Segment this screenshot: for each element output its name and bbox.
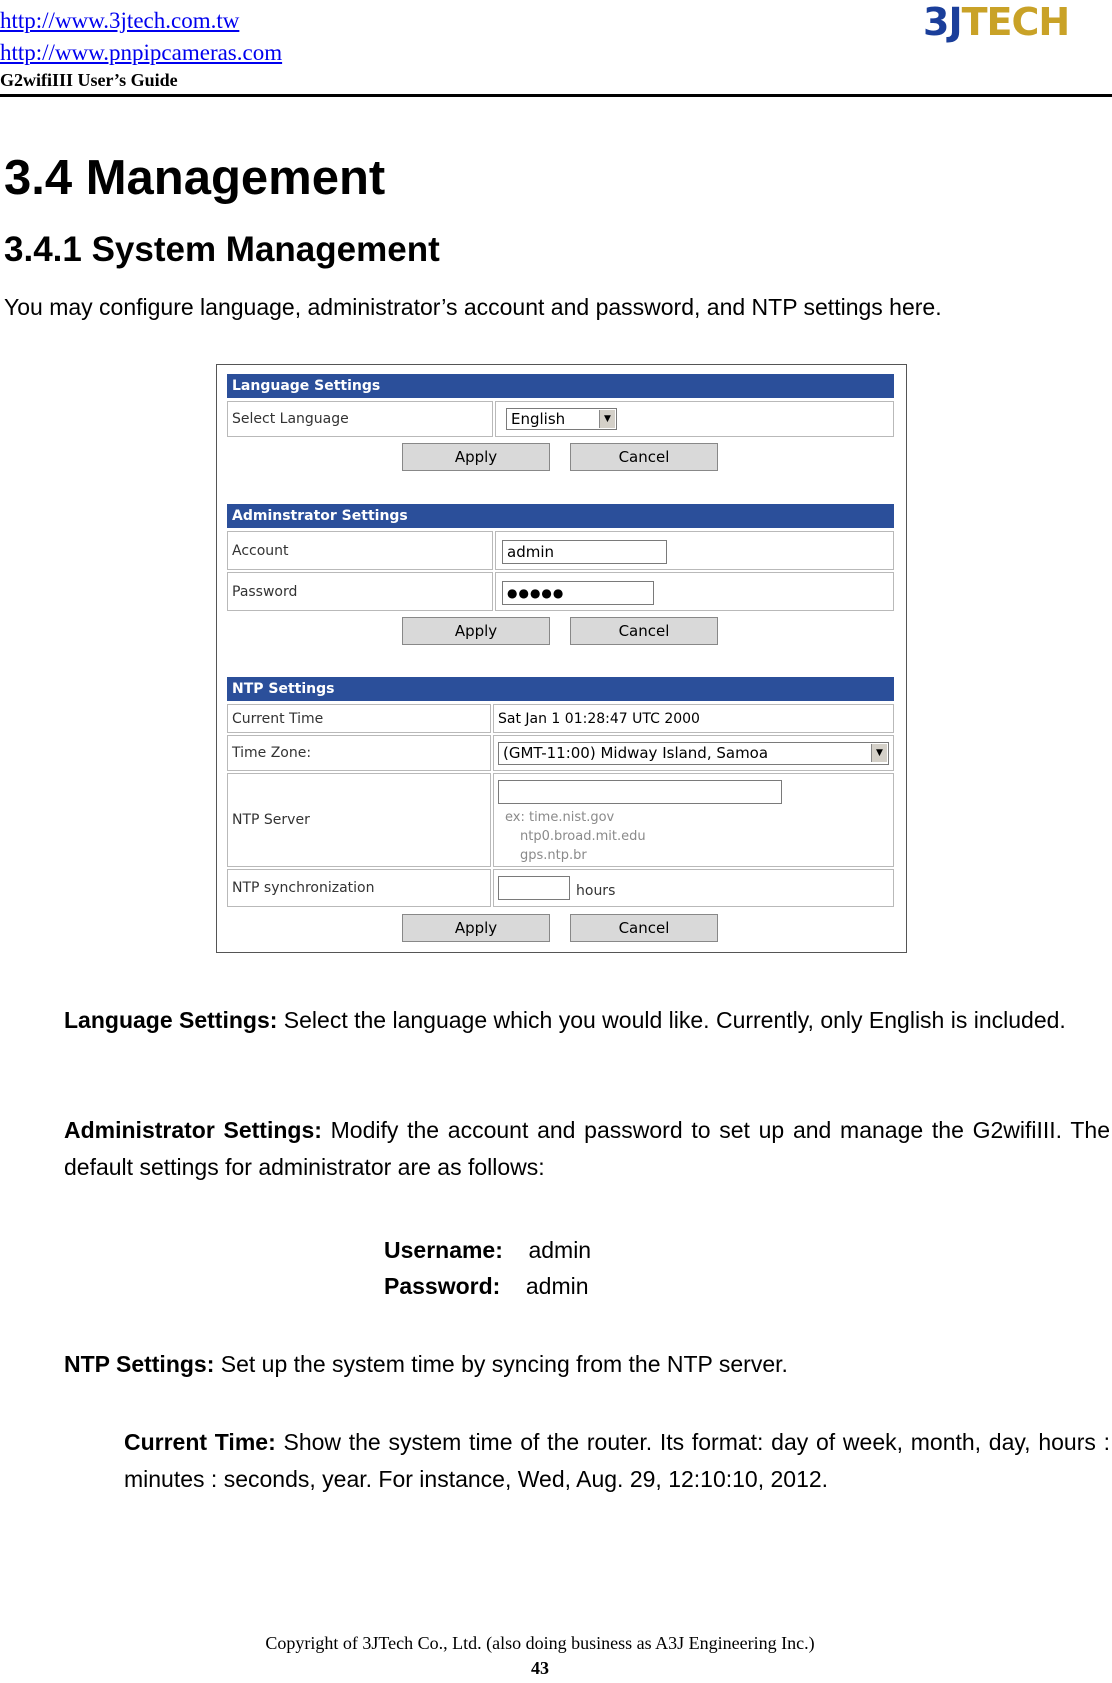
default-password-line (384, 1268, 589, 1305)
ntp-server-example-2: ntp0.broad.mit.edu (520, 829, 646, 844)
time-zone-label: Time Zone: (227, 735, 491, 771)
password-value-text: admin (525, 1273, 589, 1299)
language-select[interactable] (506, 408, 617, 430)
password-label: Password (227, 572, 493, 611)
password-input[interactable]: ●●●●● (502, 581, 654, 605)
time-zone-value-cell (493, 735, 894, 771)
default-username-line (384, 1232, 591, 1269)
time-zone-select[interactable] (498, 742, 889, 765)
admin-apply-button[interactable]: Apply (402, 617, 550, 645)
intro-paragraph: You may configure language, administrator’s account and password, and NTP settings here. (4, 294, 942, 320)
language-settings-paragraph (64, 1002, 1110, 1039)
select-language-label: Select Language (227, 401, 493, 437)
language-cancel-button[interactable]: Cancel (570, 443, 718, 471)
current-time-label: Current Time (227, 704, 491, 733)
language-settings-text: Select the language which you would like. Currently, only English is included. (277, 1007, 1066, 1033)
header-link-3jtech[interactable]: http://www.3jtech.com.tw (0, 8, 240, 33)
ntp-server-input[interactable] (498, 780, 782, 804)
account-input[interactable]: admin (502, 540, 667, 564)
section-heading: 3.4 Management (4, 151, 386, 205)
subsection-heading: 3.4.1 System Management (4, 230, 440, 269)
language-settings-header: Language Settings (227, 374, 894, 398)
time-zone-selected: (GMT-11:00) Midway Island, Samoa (503, 744, 769, 762)
current-time-term: Current Time: (124, 1429, 276, 1455)
chevron-down-icon: ▼ (599, 410, 615, 428)
current-time-paragraph (124, 1424, 1110, 1498)
footer-copyright: Copyright of 3JTech Co., Ltd. (also doing business as A3J Engineering Inc.) (265, 1633, 815, 1653)
admin-settings-paragraph (64, 1112, 1110, 1186)
ntp-apply-button[interactable]: Apply (402, 914, 550, 942)
logo-number: 3J (923, 0, 962, 44)
admin-settings-text: Modify the account and password to set up and manage the G2wifiIII. The default settings for administrator are as follows: (64, 1117, 1110, 1180)
admin-settings-header: Adminstrator Settings (227, 504, 894, 528)
username-label: Username: (384, 1237, 503, 1263)
language-settings-term: Language Settings: (64, 1007, 278, 1033)
language-value-cell (495, 401, 894, 437)
ntp-sync-label: NTP synchronization (227, 869, 491, 907)
password-value-cell (495, 572, 894, 611)
company-logo (923, 0, 1069, 44)
username-value: admin (528, 1237, 592, 1263)
account-label: Account (227, 531, 493, 570)
password-label-text: Password: (384, 1273, 501, 1299)
ntp-settings-text: Set up the system time by syncing from the NTP server. (214, 1351, 788, 1377)
ntp-server-example-3: gps.ntp.br (520, 848, 587, 863)
settings-screenshot (216, 364, 907, 953)
ntp-settings-paragraph (64, 1346, 1110, 1383)
admin-cancel-button[interactable]: Cancel (570, 617, 718, 645)
page-number: 43 (531, 1658, 549, 1678)
chevron-down-icon: ▼ (871, 744, 887, 762)
header-divider (0, 94, 1112, 97)
ntp-settings-term: NTP Settings: (64, 1351, 215, 1377)
language-apply-button[interactable]: Apply (402, 443, 550, 471)
ntp-server-example-1: ex: time.nist.gov (505, 810, 615, 825)
language-selected: English (511, 409, 566, 428)
admin-settings-term: Administrator Settings: (64, 1117, 322, 1143)
ntp-settings-header: NTP Settings (227, 677, 894, 701)
account-value-cell (495, 531, 894, 570)
ntp-cancel-button[interactable]: Cancel (570, 914, 718, 942)
logo-word: TECH (961, 0, 1070, 44)
ntp-sync-unit: hours (576, 883, 616, 899)
ntp-server-value-cell (493, 773, 894, 867)
guide-title: G2wifiIII User’s Guide (0, 70, 178, 90)
ntp-sync-value-cell (493, 869, 894, 907)
ntp-server-label: NTP Server (227, 773, 491, 867)
header-link-pnpipcameras[interactable]: http://www.pnpipcameras.com (0, 40, 283, 65)
current-time-text: Show the system time of the router. Its format: day of week, month, day, hours : minutes : seconds, year. For instance, Wed, Aug. 29, 12:10:10, 2012. (124, 1429, 1110, 1492)
current-time-value: Sat Jan 1 01:28:47 UTC 2000 (493, 704, 894, 733)
ntp-sync-input[interactable] (498, 876, 570, 900)
